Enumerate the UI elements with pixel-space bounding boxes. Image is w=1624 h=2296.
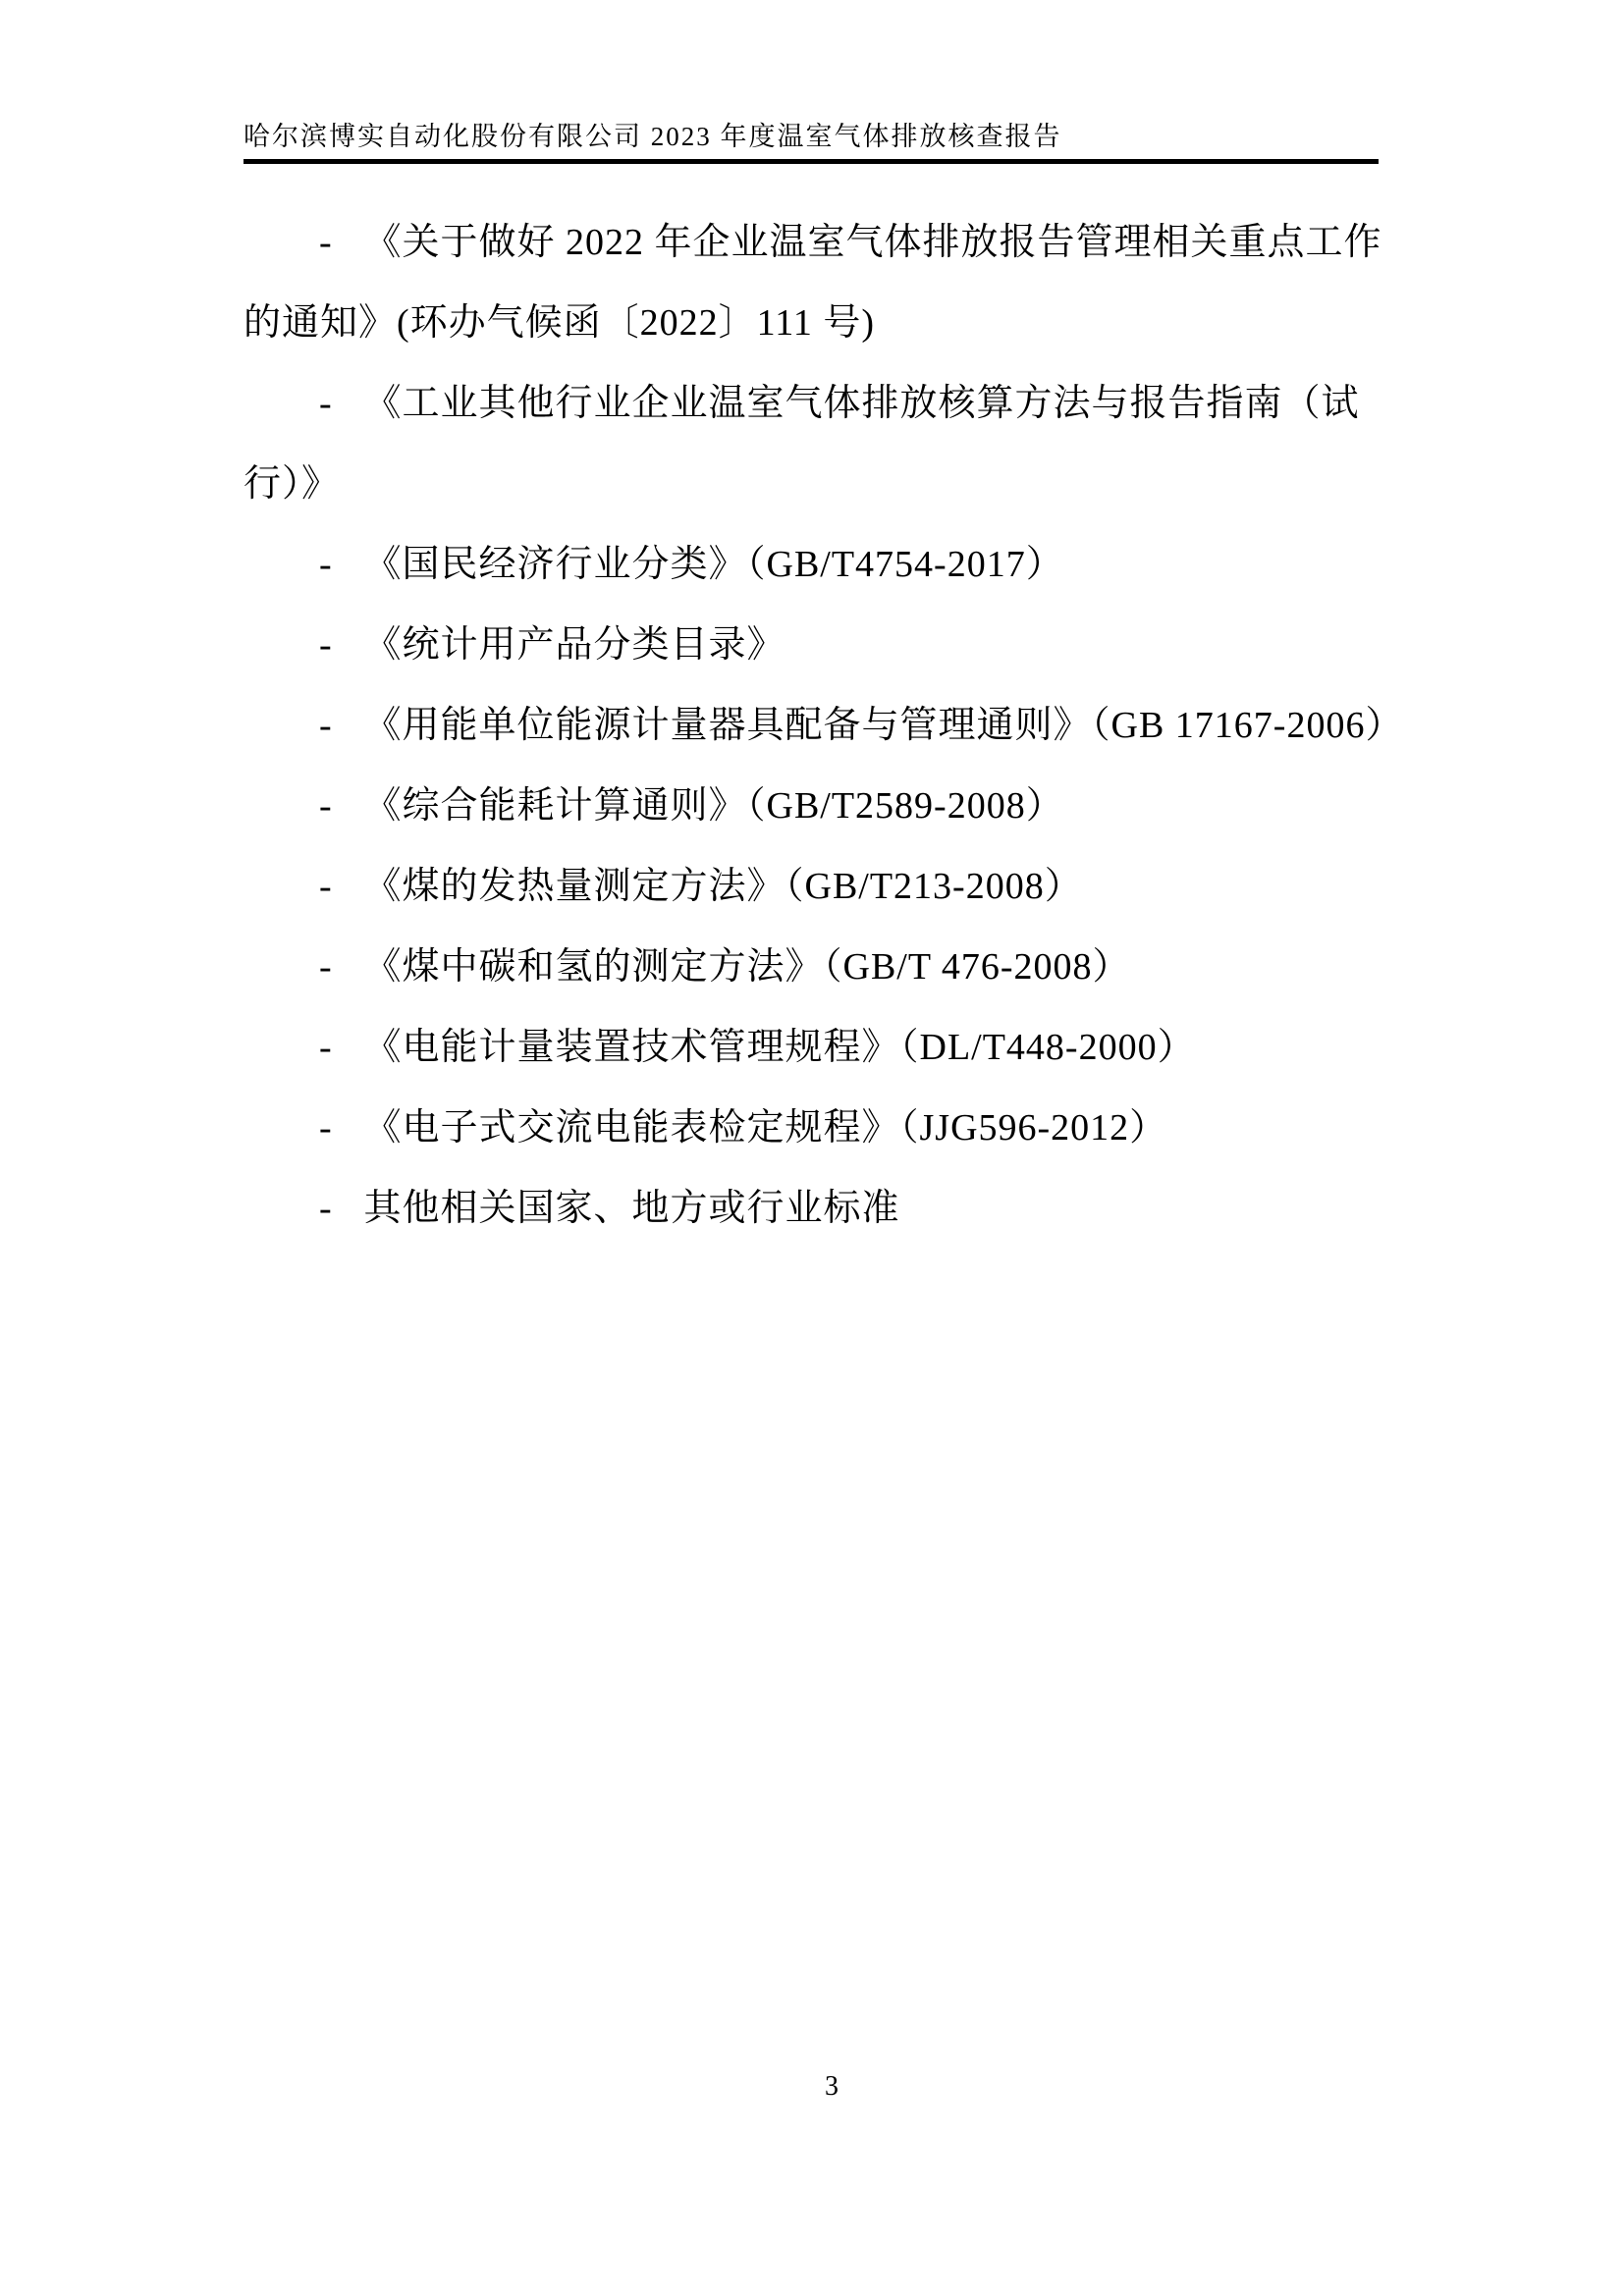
bullet-dash: - [319,1107,333,1148]
bullet-dash: - [319,383,333,424]
bullet-dash: - [319,222,333,263]
reference-list-item-text: 其他相关国家、地方或行业标准 [363,1188,900,1229]
bullet-dash: - [319,1188,333,1229]
reference-list-item [244,363,1392,444]
bullet-dash: - [319,624,333,666]
reference-list-item-text: 《煤的发热量测定方法》（GB/T213-2008） [363,866,1083,907]
reference-list-item [244,605,1392,685]
reference-list-item [244,524,1392,605]
bullet-dash: - [319,785,333,827]
reference-list [244,202,1404,1249]
reference-list-item-text: 《电子式交流电能表检定规程》（JJG596-2012） [363,1107,1168,1148]
reference-list-item-text: 《电能计量装置技术管理规程》（DL/T448-2000） [363,1027,1196,1068]
page-header-title: 哈尔滨博实自动化股份有限公司 2023 年度温室气体排放核查报告 [244,114,1379,164]
reference-list-item [244,846,1392,927]
reference-list-item-text: 《煤中碳和氢的测定方法》（GB/T 476-2008） [363,946,1131,988]
reference-list-item [244,1168,1392,1249]
reference-list-item [244,685,1404,766]
bullet-dash: - [319,544,333,585]
reference-list-item [244,766,1392,846]
reference-list-item-text: 《综合能耗计算通则》（GB/T2589-2008） [363,785,1064,827]
reference-list-item [244,283,1392,363]
reference-list-item-text: 《工业其他行业企业温室气体排放核算方法与报告指南（试 [363,383,1360,424]
page-number: 3 [825,2071,839,2102]
reference-list-item [244,444,1392,524]
reference-list-item-text: 《国民经济行业分类》（GB/T4754-2017） [363,544,1064,585]
reference-list-item-text: 的通知》(环办气候函〔2022〕111 号) [244,302,875,344]
reference-list-item [244,202,1392,283]
reference-list-item-text: 行）》 [244,463,341,505]
reference-list-item-text: 《用能单位能源计量器具配备与管理通则》（GB 17167-2006） [363,705,1404,746]
reference-list-item [244,1088,1392,1168]
bullet-dash: - [319,1027,333,1068]
reference-list-item-text: 《统计用产品分类目录》 [363,624,785,666]
reference-list-item-text: 《关于做好 2022 年企业温室气体排放报告管理相关重点工作 [363,222,1382,263]
bullet-dash: - [319,705,333,746]
reference-list-item [244,1007,1392,1088]
reference-list-item [244,927,1392,1007]
bullet-dash: - [319,866,333,907]
bullet-dash: - [319,946,333,988]
